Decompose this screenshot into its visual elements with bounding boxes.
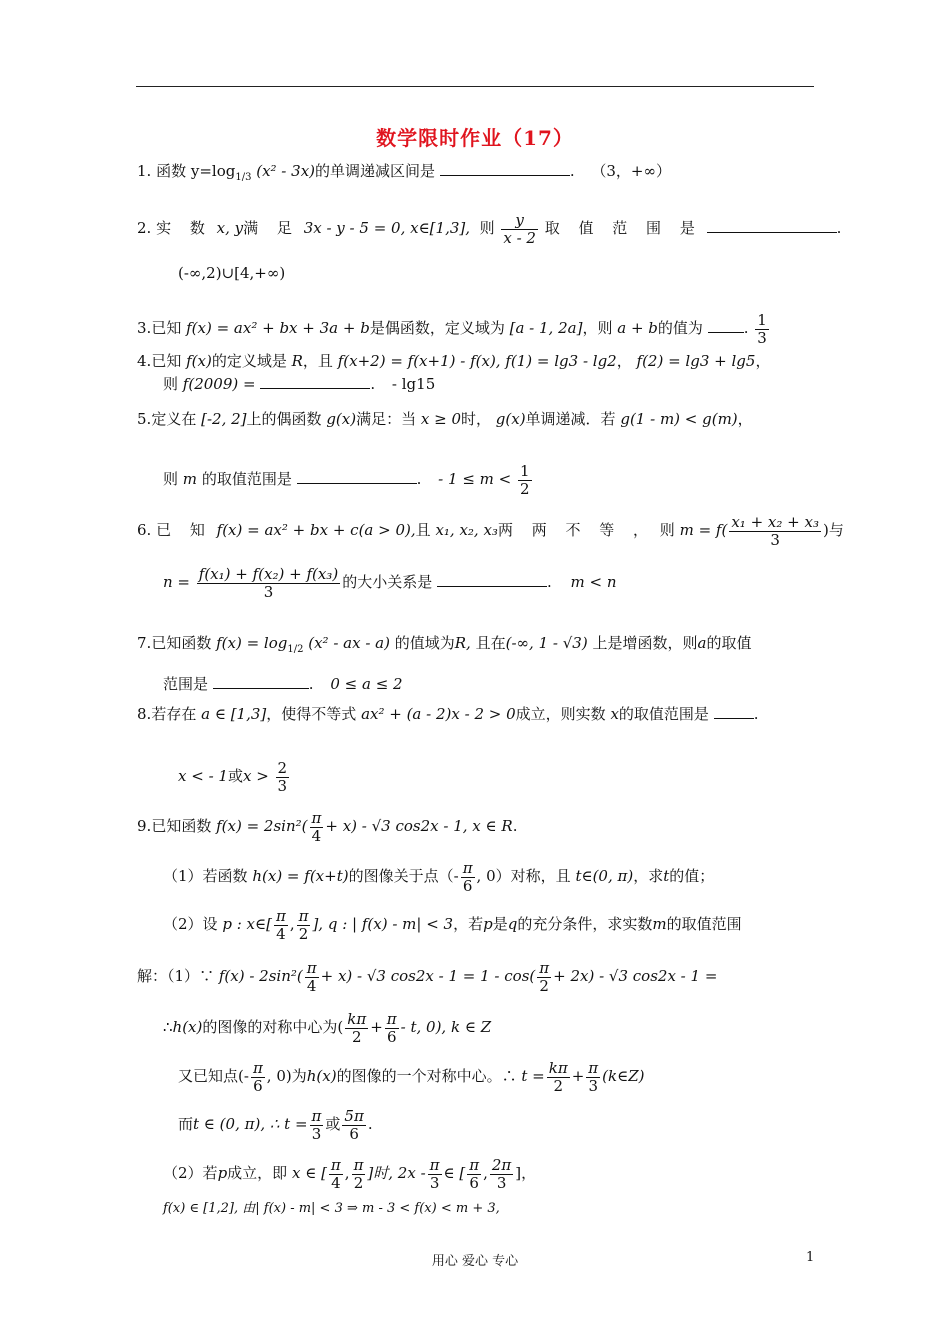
answer-8: x < - 1或x > $\frac{2}{3}$ (178, 759, 288, 795)
question-3: 3.已知 f(x) = ax² + bx + 3a + b是偶函数，定义域为 [a - 1, 2a]，则 a + b的值为 . $\frac{1}{3}$ (137, 311, 767, 347)
question-number: 1. (137, 162, 152, 180)
question-5-line-2: 则 m 的取值范围是 . - 1 ≤ m < $\frac{1}{2}$ (163, 462, 530, 498)
answer-blank[interactable] (437, 572, 547, 587)
fraction: $\frac{\pi}{2}$ (298, 907, 309, 943)
fraction: $\frac{\pi}{4}$ (306, 959, 317, 995)
answer-text: （3，+∞） (591, 162, 671, 180)
answer-blank[interactable] (440, 161, 570, 176)
question-9: 9.已知函数 f(x) = 2sin²( $\frac{\pi}{4}$ + x) - √3 cos2x - 1, x ∈ R. (137, 809, 518, 845)
solution-line-5: （2）若p成立，即 x ∈ [ $\frac{\pi}{4}$ , $\frac{\pi}{2}$ ]时, 2x - $\frac{\pi}{3}$ ∈ [ $\frac{\pi}{6}$ , $\frac{2\pi}{3}$ ]， (163, 1156, 537, 1192)
answer-blank[interactable] (213, 674, 309, 689)
question-7: 7.已知函数 $f(x) = \log_{1/2} (x^2$ - ax - a) 的值域为R, 且在(-∞, 1 - √3) 上是增函数，则a的取值 (137, 634, 752, 655)
fraction: $\frac{\pi}{6}$ (386, 1010, 397, 1046)
page-title: 数学限时作业（17） (376, 126, 574, 150)
solution-line-3: 又已知点(- $\frac{\pi}{6}$ , 0)为h(x)的图像的一个对称中心。∴ t = $\frac{k\pi}{2}$ + $\frac{\pi}{3}$ (k∈Z) (178, 1059, 645, 1095)
footer-text: 用心 爱心 专心 (431, 1254, 519, 1269)
fraction: $\frac{k\pi}{2}$ (347, 1010, 367, 1046)
question-4-line-2: 则 f(2009) = . - lg15 (163, 375, 436, 393)
fraction: $\frac{5\pi}{6}$ (344, 1107, 364, 1143)
solution-line-6: f(x) ∈ [1,2], 由| f(x) - m| < 3 ⇒ m - 3 < f(x) < m + 3, (163, 1201, 500, 1216)
question-4: 4.已知 f(x)的定义域是 R，且 f(x+2) = f(x+1) - f(x), f(1) = lg3 - lg2， f(2) = lg3 + lg5， (137, 352, 771, 370)
solution-line-4: 而t ∈ (0, π), ∴ t = $\frac{\pi}{3}$ 或 $\frac{5\pi}{6}$ . (178, 1107, 373, 1143)
answer-2: (-∞,2)∪[4,+∞) (178, 264, 286, 282)
answer-text: 0 ≤ a ≤ 2 (330, 675, 403, 693)
fraction: $\frac{\pi}{6}$ (252, 1059, 263, 1095)
answer-blank[interactable] (260, 374, 370, 389)
answer-fraction: $\frac{1}{3}$ (757, 311, 767, 347)
question-6-line-2: n = $\frac{\text{f(x₁) + f(x₂) + f(x₃)}}{3}$ 的大小关系是 . m < n (163, 565, 617, 601)
fraction: $\frac{\pi}{6}$ (469, 1156, 480, 1192)
top-rule (136, 86, 814, 87)
answer-fraction: $\frac{1}{2}$ (520, 462, 530, 498)
fraction: $\frac{y}{x - 2}$ (503, 211, 536, 247)
question-1: 1. 函数 $y=\log_{1/3}$ (x² - 3x)的单调递减区间是 . （3，+∞） (137, 162, 671, 183)
fraction: $\frac{\text{x₁ + x₂ + x₃}}{3}$ (731, 513, 819, 549)
answer-fraction: $\frac{2}{3}$ (277, 759, 288, 795)
solution-line-2: ∴h(x)的图像的对称中心为( $\frac{k\pi}{2}$ + $\frac{\pi}{6}$ - t, 0), k ∈ Z (163, 1010, 492, 1046)
answer-blank[interactable] (707, 218, 837, 233)
question-6: 6. 已 知 f(x) = ax² + bx + c(a > 0),且 x₁, x₂, x₃两 两 不 等 ， 则 m = f( $\frac{\text{x₁ + x₂ + x₃}}{3}$ )与 (137, 513, 844, 549)
fraction: $\frac{\pi}{3}$ (429, 1156, 440, 1192)
answer-text: - lg15 (391, 375, 436, 393)
fraction: $\frac{\pi}{3}$ (311, 1107, 322, 1143)
question-2: 2. 实 数 x, y满 足 3x - y - 5 = 0, x∈[1,3], 则 $\frac{y}{x - 2}$ 取 值 范 围 是 . (137, 211, 842, 247)
fraction: $\frac{\pi}{4}$ (275, 907, 286, 943)
question-9-part-1: （1）若函数 h(x) = f(x+t)的图像关于点（- $\frac{\pi}{6}$ , 0）对称，且 t∈(0, π)，求t的值； (163, 859, 715, 895)
fraction: $\frac{\text{f(x₁) + f(x₂) + f(x₃)}}{3}$ (198, 565, 339, 601)
answer-blank[interactable] (714, 704, 754, 719)
fraction: $\frac{\pi}{3}$ (588, 1059, 599, 1095)
fraction: $\frac{k\pi}{2}$ (548, 1059, 568, 1095)
answer-blank[interactable] (708, 318, 744, 333)
fraction: $\frac{\pi}{4}$ (311, 809, 322, 845)
page-number: 1 (806, 1250, 815, 1265)
question-5: 5.定义在 [-2, 2]上的偶函数 g(x)满足：当 x ≥ 0时， g(x)单调递减．若 g(1 - m) < g(m)， (137, 410, 753, 428)
fraction: $\frac{\pi}{4}$ (330, 1156, 341, 1192)
question-8: 8.若存在 a ∈ [1,3]，使得不等式 ax² + (a - 2)x - 2 > 0成立，则实数 x的取值范围是 . (137, 705, 759, 723)
fraction: $\frac{\pi}{2}$ (353, 1156, 364, 1192)
fraction: $\frac{2\pi}{3}$ (491, 1156, 512, 1192)
solution-line-1: 解：（1）∵ f(x) - 2sin²( $\frac{\pi}{4}$ + x) - √3 cos2x - 1 = 1 - cos( $\frac{\pi}{2}$ + 2x) - √3 cos2x - 1 = (137, 959, 718, 995)
fraction: $\frac{\pi}{6}$ (462, 859, 473, 895)
answer-text: m < n (570, 573, 617, 591)
question-9-part-2: （2）设 p : x∈[ $\frac{\pi}{4}$ , $\frac{\pi}{2}$ ], q : | f(x) - m| < 3，若p是q的充分条件，求实数m的取值范围 (163, 907, 742, 943)
answer-blank[interactable] (297, 469, 417, 484)
question-7-line-2: 范围是 . 0 ≤ a ≤ 2 (163, 675, 403, 693)
fraction: $\frac{\pi}{2}$ (539, 959, 550, 995)
